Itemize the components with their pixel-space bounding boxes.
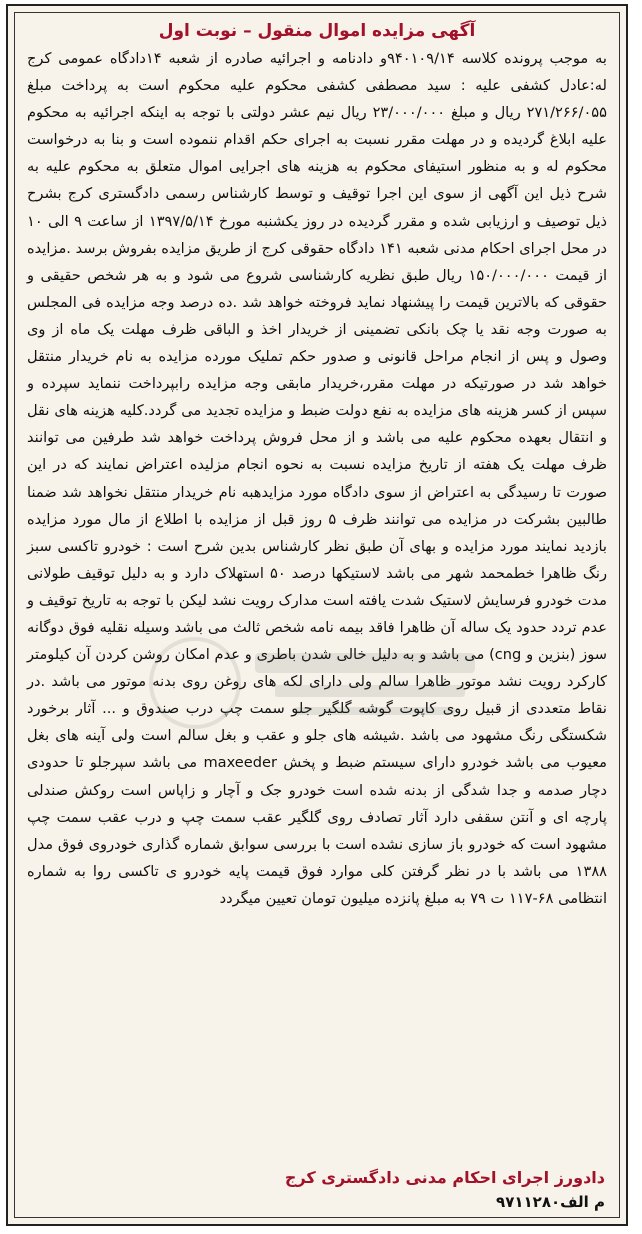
- issuer-signature: دادورز اجرای احکام مدنی دادگستری کرج: [284, 1168, 605, 1187]
- notice-frame: [6, 4, 628, 1226]
- notice-inner-border: [14, 12, 620, 1218]
- notice-title: آگهی مزایده اموال منقول – نوبت اول: [158, 21, 476, 41]
- notice-body-text: به موجب پرونده کلاسه ۹۴۰۱۰۹/۱۴و دادنامه و اجرائیه صادره از شعبه ۱۴دادگاه عمومی کرج له:عادل کشفی علیه : سید مصطفی کشفی محکوم علیه محکوم است به پرداخت مبلغ ۲۷۱/۲۶۶/۰۵۵ ریال و مبلغ ۲۳/۰۰۰/۰۰۰ ریال نیم عشر دولتی با توجه به اینکه اجرائیه به محکوم علیه ابلاغ گردیده و در مهلت مقرر نسبت به اجرای حکم اقدام ننموده است و بنا به درخواست محکوم له و به منظور استیفای محکوم به هزینه های اجرایی اموال متعلق به محکوم علیه به شرح ذیل این آگهی از سوی این اجرا توقیف و توسط کارشناس رسمی دادگستری کرج بشرح ذیل توصیف و ارزیابی شده و مقرر گردیده در روز یکشنبه مورخ ۱۳۹۷/۵/۱۴ از ساعت ۹ الی ۱۰ در محل اجرای احکام مدنی شعبه ۱۴۱ دادگاه حقوقی کرج از طریق مزایده بفروش برسد .مزایده از قیمت ۱۵۰/۰۰۰/۰۰۰ ریال طبق نظریه کارشناسی شروع می شود و به هر شخص حقیقی و حقوقی که بالاترین قیمت را پیشنهاد نماید فروخته خواهد شد .ده درصد وجه مزایده فی المجلس به صورت وجه نقد یا چک بانکی تضمینی از خریدار اخذ و الباقی ظرف مهلت یک ماه از وی وصول و پس از انجام مراحل قانونی و صدور حکم تملیک مورده مزایده به نام خریدار منتقل خواهد شد در صورتیکه در مهلت مقرر،خریدار مابقی وجه مزایده رابپرداخت ننماید سپرده و سپس از کسر هزینه های مزایده به نفع دولت ضبط و مزایده تجدید می گردد.کلیه هزینه های نقل و انتقال بعهده محکوم علیه می باشد و از محل فروش پرداخت خواهد شد طرفین می توانند ظرف مهلت یک هفته از تاریخ مزایده نسبت به نحوه انجام مزلیده اعتراض نمایند که در این صورت تا رسیدگی به اعتراض از سوی دادگاه مورد مزایدهبه نام خریدار منتقل نخواهد شد ضمنا طالبین بشرکت در مزایده می توانند ظرف ۵ روز قبل از مزایده با اطلاع از مال مورد مزایده بازدید نمایند مورد مزایده و بهای آن طبق نظر کارشناس بدین شرح است : خودرو تاکسی سبز رنگ ظاهرا خطمحمد شهر می باشد لاستیکها درصد ۵۰ استهلاک دارد و به دلیل توقیف طولانی مدت خودرو فرسایش لاستیک شدت یافته است مدارک رویت نشد لیکن با توجه به تاریخ توقیف و عدم تردد حدود یک ساله آن ظاهرا فاقد بیمه نامه شخص ثالث می باشد وسیله نقلیه فوق دوگانه سوز (بنزین و cng) می باشد و به دلیل خالی شدن باطری و عدم امکان روشن کردن آن کیلومتر کارکرد رویت نشد موتور ظاهرا سالم ولی دارای لکه های روغن روی بدنه موتور می باشد .در نقاط متعددی از قبیل روی کاپوت گوشه گلگیر جلو سمت چپ درب صندوق و ... آثار برخورد شکستگی رنگ مشهود می باشد .شیشه های جلو و عقب و بغل سالم است ولی آینه های بغل معیوب می باشد خودرو دارای سیستم ضبط و پخش maxeeder می باشد سپرجلو تا حدودی دچار صدمه و جدا شدگی از بدنه شده است خودرو جک و آچار و زاپاس است روکش صندلی پارچه ای و آنتن سقفی دارد آثار تصادف روی گلگیر عقب سمت چپ و درب عقب سمت چپ مشهود است که خودرو باز سازی نشده است با بررسی سوابق شماره گذاری خودروی فوق مدل ۱۳۸۸ می باشد با در نظر گرفتن کلی موارد فوق قیمت پایه خودرو ی تاکسی روا به شماره انتظامی ۶۸-۱۱۷ ت ۷۹ به مبلغ پانزده میلیون تومان تعیین میگردد: [27, 50, 608, 907]
- publication-code: م الف۹۷۱۱۲۸۰: [496, 1193, 605, 1211]
